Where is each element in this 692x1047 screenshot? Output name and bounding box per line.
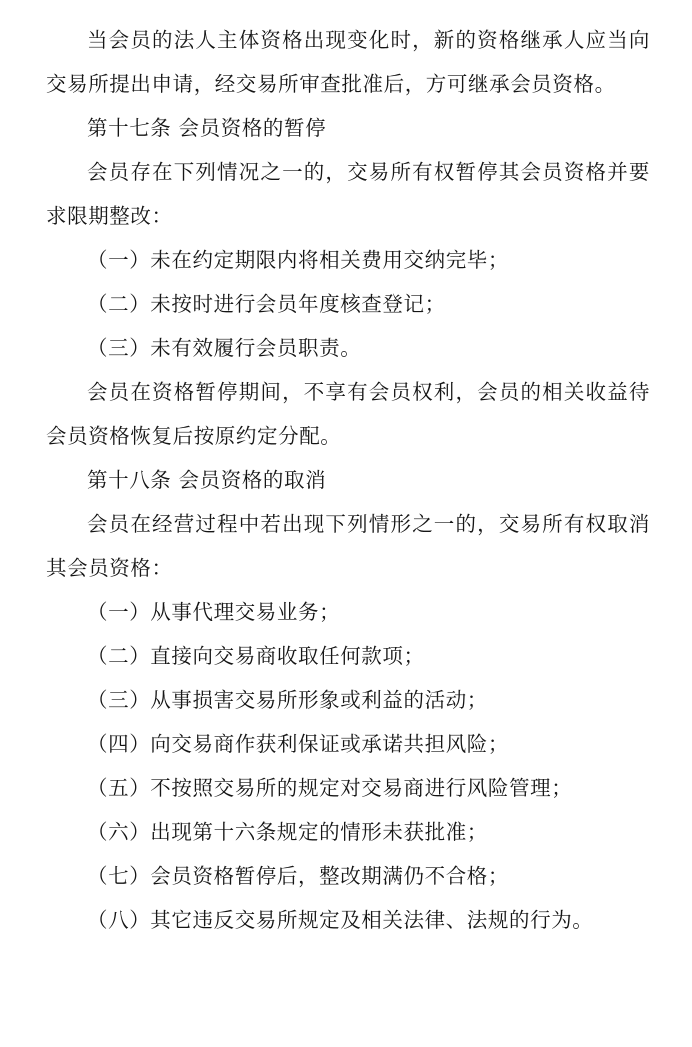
list-item-18-1: （一）从事代理交易业务；: [87, 600, 341, 624]
paragraph-suspension-effect: 会员在资格暂停期间，不享有会员权利，会员的相关收益待会员资格恢复后按原约定分配。: [46, 380, 650, 448]
list-item-18-3: （三）从事损害交易所形象或利益的活动；: [87, 688, 488, 712]
paragraph-cancellation-intro: 会员在经营过程中若出现下列情形之一的，交易所有权取消其会员资格：: [46, 512, 650, 580]
list-item-18-5: （五）不按照交易所的规定对交易商进行风险管理；: [87, 776, 573, 800]
list-item-17-3: （三）未有效履行会员职责。: [87, 336, 362, 360]
list-item-18-8: （八）其它违反交易所规定及相关法律、法规的行为。: [87, 908, 594, 932]
list-item-18-6: （六）出现第十六条规定的情形未获批准；: [87, 820, 488, 844]
paragraph-membership-inheritance: 当会员的法人主体资格出现变化时，新的资格继承人应当向交易所提出申请，经交易所审查批准后，方可继承会员资格。: [46, 28, 650, 96]
list-item-17-1: （一）未在约定期限内将相关费用交纳完毕；: [87, 248, 509, 272]
list-item-18-2: （二）直接向交易商收取任何款项；: [87, 644, 425, 668]
list-item-18-7: （七）会员资格暂停后，整改期满仍不合格；: [87, 864, 509, 888]
list-item-18-4: （四）向交易商作获利保证或承诺共担风险；: [87, 732, 509, 756]
heading-article-18: 第十八条 会员资格的取消: [87, 468, 327, 492]
heading-article-17: 第十七条 会员资格的暂停: [87, 116, 327, 140]
paragraph-suspension-intro: 会员存在下列情况之一的，交易所有权暂停其会员资格并要求限期整改：: [46, 160, 650, 228]
list-item-17-2: （二）未按时进行会员年度核查登记；: [87, 292, 446, 316]
